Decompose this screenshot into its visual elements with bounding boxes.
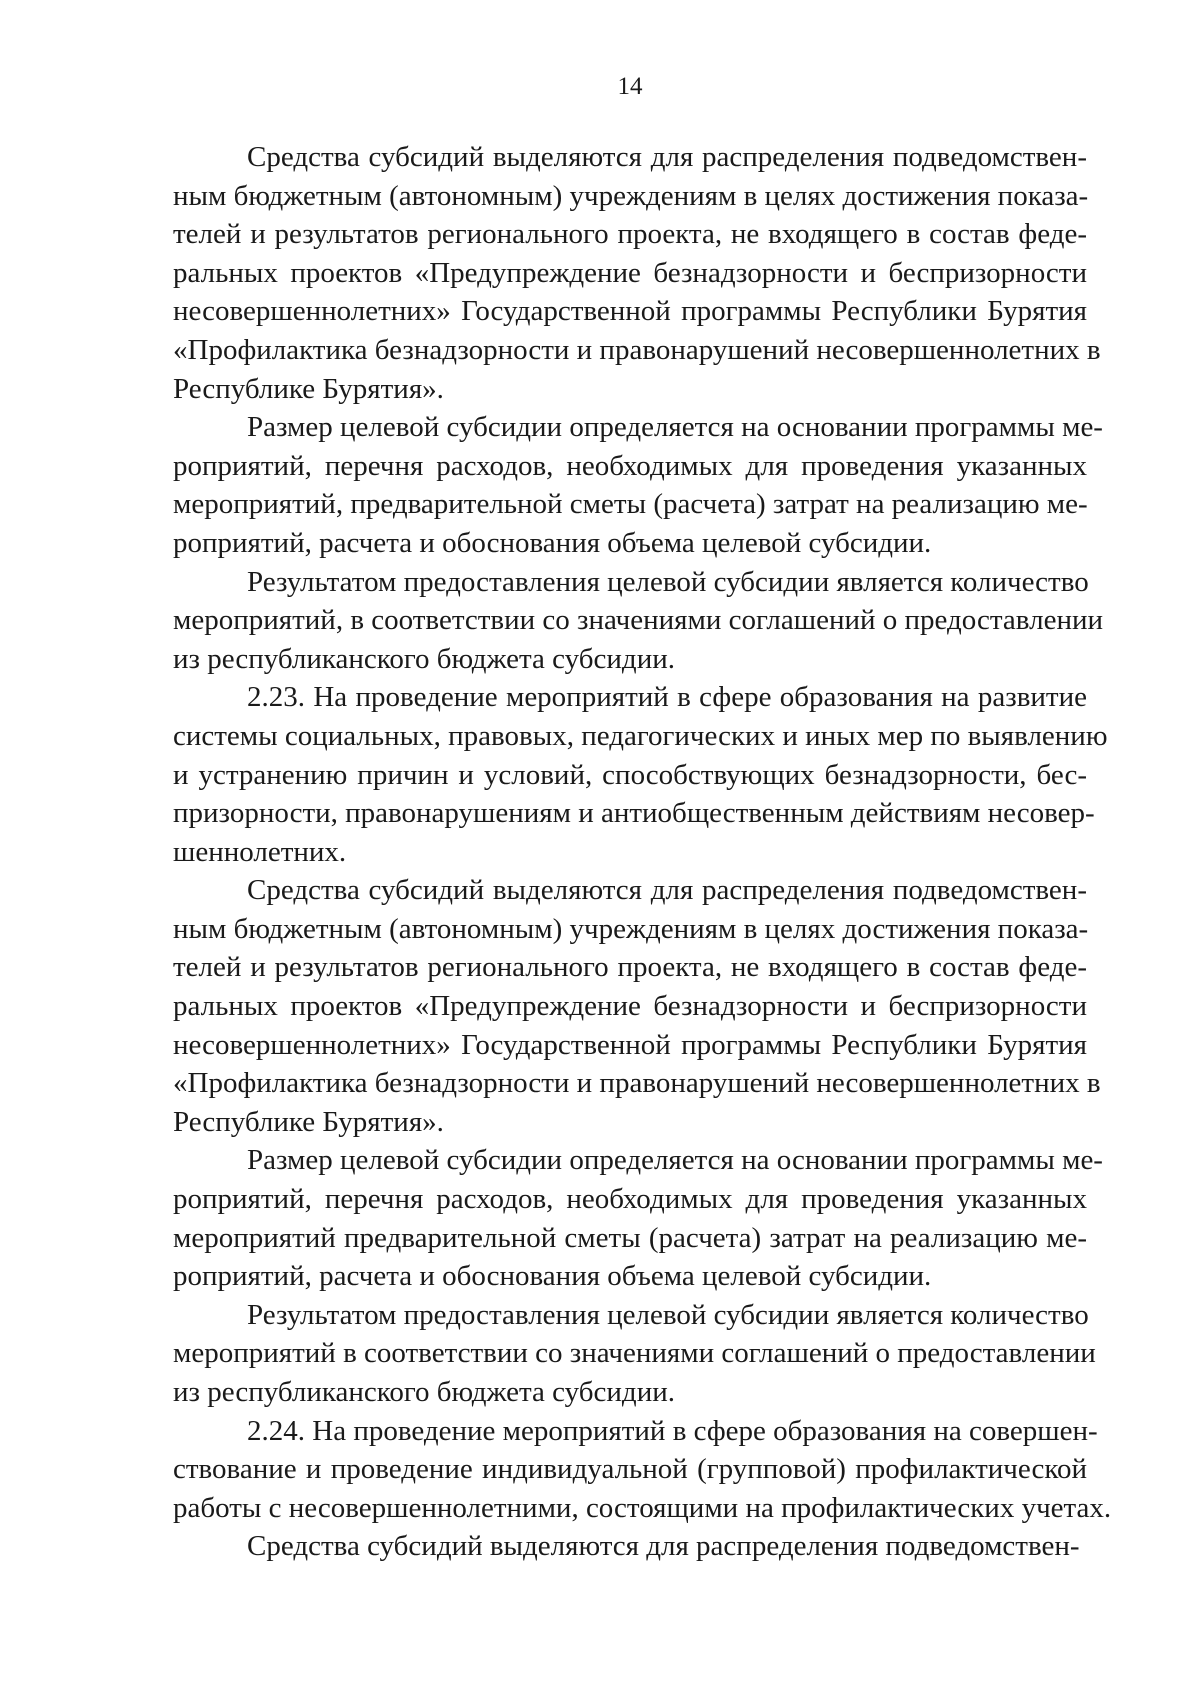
text-line: Республике Бурятия». <box>173 1105 444 1138</box>
text-line: 2.24. На проведение мероприятий в сфере образования на совершен- <box>247 1414 1098 1447</box>
text-line: роприятий, перечня расходов, необходимых для проведения указанных <box>173 449 1087 482</box>
text-line: мероприятий в соответствии со значениями соглашений о предоставлении <box>173 1337 1096 1370</box>
text-line: работы с несовершеннолетними, состоящими на профилактических учетах. <box>173 1491 1112 1524</box>
text-line: роприятий, перечня расходов, необходимых для проведения указанных <box>173 1183 1087 1216</box>
text-line: несовершеннолетних» Государственной программы Республики Бурятия <box>173 1028 1087 1061</box>
text-line: мероприятий, предварительной сметы (расчета) затрат на реализацию ме- <box>173 488 1088 521</box>
paragraph <box>173 138 1101 408</box>
text-line: призорности, правонарушениям и антиобщественным действиям несовер- <box>173 797 1095 830</box>
text-line: ным бюджетным (автономным) учреждениям в целях достижения показа- <box>173 179 1089 212</box>
text-line: Результатом предоставления целевой субсидии является количество <box>247 565 1089 598</box>
text-line: телей и результатов регионального проекта, не входящего в состав феде- <box>173 951 1087 984</box>
paragraph <box>173 871 1101 1141</box>
text-line: шеннолетних. <box>173 835 347 868</box>
text-line: роприятий, расчета и обоснования объема целевой субсидии. <box>173 526 932 559</box>
paragraph <box>173 1141 1103 1295</box>
text-line: Размер целевой субсидии определяется на основании программы ме- <box>247 411 1103 444</box>
text-line: мероприятий, в соответствии со значениями соглашений о предоставлении <box>173 604 1103 637</box>
text-line: Средства субсидий выделяются для распределения подведомствен- <box>247 874 1087 907</box>
text-line: ральных проектов «Предупреждение безнадзорности и беспризорности <box>173 990 1087 1023</box>
paragraph <box>173 563 1103 679</box>
text-line: и устранению причин и условий, способствующих безнадзорности, бес- <box>173 758 1087 791</box>
text-line: Средства субсидий выделяются для распределения подведомствен- <box>247 1530 1080 1563</box>
text-line: из республиканского бюджета субсидии. <box>173 642 675 675</box>
paragraph <box>173 1527 1087 1566</box>
text-line: 2.23. На проведение мероприятий в сфере образования на развитие <box>247 681 1087 714</box>
paragraph <box>173 408 1103 562</box>
paragraph <box>173 1412 1112 1528</box>
text-line: Результатом предоставления целевой субсидии является количество <box>247 1298 1089 1331</box>
text-line: ральных проектов «Предупреждение безнадзорности и беспризорности <box>173 256 1087 289</box>
document-body <box>173 138 1112 1566</box>
paragraph <box>173 678 1108 871</box>
text-line: «Профилактика безнадзорности и правонарушений несовершеннолетних в <box>173 333 1101 366</box>
text-line: системы социальных, правовых, педагогических и иных мер по выявлению <box>173 719 1108 752</box>
text-line: мероприятий предварительной сметы (расчета) затрат на реализацию ме- <box>173 1221 1087 1254</box>
text-line: телей и результатов регионального проекта, не входящего в состав феде- <box>173 218 1087 251</box>
text-line: Республике Бурятия». <box>173 372 444 405</box>
page-number: 14 <box>617 73 643 100</box>
text-line: из республиканского бюджета субсидии. <box>173 1376 675 1408</box>
paragraph <box>173 1296 1096 1412</box>
text-line: Средства субсидий выделяются для распределения подведомствен- <box>247 141 1087 173</box>
text-line: ным бюджетным (автономным) учреждениям в целях достижения показа- <box>173 912 1089 945</box>
text-line: «Профилактика безнадзорности и правонарушений несовершеннолетних в <box>173 1067 1101 1100</box>
text-line: несовершеннолетних» Государственной программы Республики Бурятия <box>173 295 1087 328</box>
text-line: роприятий, расчета и обоснования объема целевой субсидии. <box>173 1260 932 1293</box>
text-line: ствование и проведение индивидуальной (групповой) профилактической <box>173 1453 1087 1486</box>
text-line: Размер целевой субсидии определяется на основании программы ме- <box>247 1144 1103 1177</box>
